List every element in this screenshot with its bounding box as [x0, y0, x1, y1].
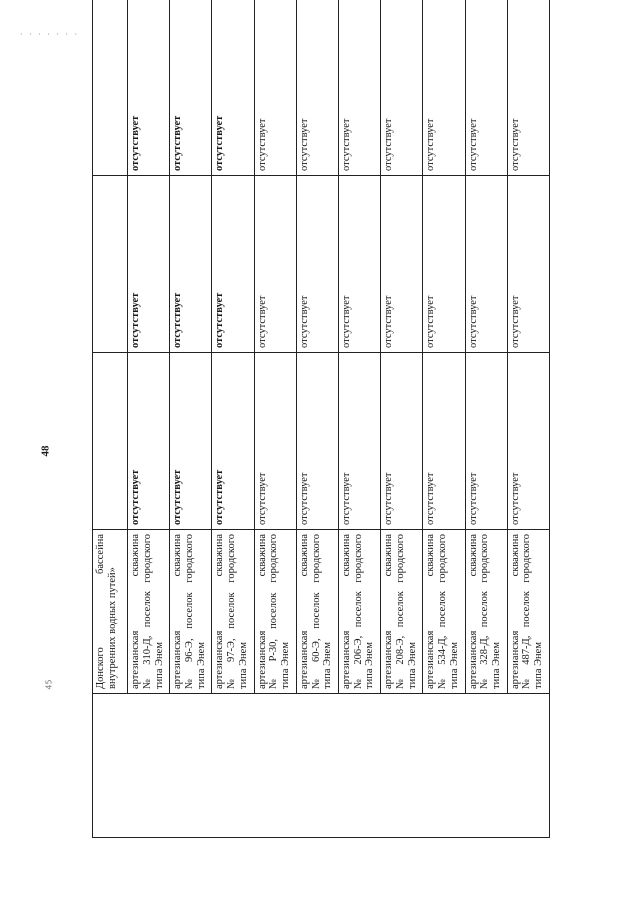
header-val3-cell — [93, 0, 128, 176]
scan-mark-top: · · · · · · · — [20, 30, 80, 39]
scan-mark-left: 45 — [44, 679, 54, 690]
well-name-line1: артезианская скважина — [256, 534, 268, 689]
wells-table — [92, 0, 550, 838]
well-name-line2: № 487-Д, поселок городского — [521, 534, 533, 689]
well-name-cell — [465, 530, 507, 694]
well-name-line1: артезианская скважина — [172, 534, 184, 689]
status-cell-v2: отсутствует — [254, 176, 296, 353]
status-cell-v3: отсутствует — [423, 0, 465, 176]
well-name-line1: артезианская скважина — [298, 534, 310, 689]
status-cell-v3: отсутствует — [338, 0, 380, 176]
well-name-cell — [507, 530, 549, 694]
status-cell-v3: отсутствует — [212, 0, 254, 176]
empty-left-column — [93, 694, 550, 838]
status-cell-v1: отсутствует — [296, 353, 338, 530]
well-name-cell — [338, 530, 380, 694]
well-name-line1: артезианская скважина — [509, 534, 521, 689]
well-name-line2: № 206-Э, поселок городского — [352, 534, 364, 689]
status-cell-v1: отсутствует — [338, 353, 380, 530]
well-name-line3: типа Энем — [406, 642, 418, 689]
status-cell-v1: отсутствует — [170, 353, 212, 530]
status-cell-v3: отсутствует — [128, 0, 170, 176]
status-cell-v3: отсутствует — [465, 0, 507, 176]
well-name-line3: типа Энем — [195, 642, 207, 689]
well-name-line3: типа Энем — [237, 642, 249, 689]
page-number: 48 — [39, 445, 52, 457]
well-name-line1: артезианская скважина — [425, 534, 437, 689]
well-name-cell — [381, 530, 423, 694]
well-name-line1: артезианская скважина — [383, 534, 395, 689]
status-cell-v2: отсутствует — [465, 176, 507, 353]
well-name-line1: артезианская скважина — [214, 534, 226, 689]
well-name-line2: № 534-Д, поселок городского — [437, 534, 449, 689]
status-cell-v2: отсутствует — [296, 176, 338, 353]
well-name-line3: типа Энем — [280, 642, 292, 689]
status-cell-v1: отсутствует — [212, 353, 254, 530]
status-cell-v3: отсутствует — [381, 0, 423, 176]
well-name-line3: типа Энем — [448, 642, 460, 689]
status-cell-v2: отсутствует — [507, 176, 549, 353]
status-cell-v3: отсутствует — [254, 0, 296, 176]
well-name-line3: типа Энем — [533, 642, 545, 689]
well-name-line2: № Р-30, поселок городского — [268, 534, 280, 689]
status-cell-v3: отсутствует — [296, 0, 338, 176]
well-name-line2: № 328-Д, поселок городского — [479, 534, 491, 689]
well-name-line1: артезианская скважина — [130, 534, 141, 689]
header-name-cell — [93, 530, 128, 694]
well-name-line2: № 96-Э, поселок городского — [183, 534, 195, 689]
status-cell-v1: отсутствует — [381, 353, 423, 530]
well-name-line3: типа Энем — [491, 642, 502, 689]
well-name-line1: артезианская скважина — [340, 534, 352, 689]
well-name-line3: типа Энем — [364, 642, 376, 689]
status-cell-v1: отсутствует — [465, 353, 507, 530]
status-cell-v2: отсутствует — [170, 176, 212, 353]
well-name-line2: № 208-Э, поселок городского — [394, 534, 406, 689]
header-val2-cell — [93, 176, 128, 353]
table-container — [92, 43, 550, 838]
well-name-cell — [170, 530, 212, 694]
status-cell-v1: отсутствует — [254, 353, 296, 530]
status-cell-v2: отсутствует — [338, 176, 380, 353]
well-name-cell — [423, 530, 465, 694]
well-name-line1: артезианская скважина — [467, 534, 479, 689]
status-cell-v2: отсутствует — [423, 176, 465, 353]
status-cell-v3: отсутствует — [170, 0, 212, 176]
status-cell-v3: отсутствует — [507, 0, 549, 176]
well-name-cell — [128, 530, 170, 694]
status-cell-v1: отсутствует — [423, 353, 465, 530]
table-header-row — [93, 0, 128, 838]
status-cell-v2: отсутствует — [212, 176, 254, 353]
status-cell-v2: отсутствует — [128, 176, 170, 353]
well-name-line3: типа Энем — [153, 642, 165, 689]
header-line2: внутренних водных путей» — [106, 567, 118, 689]
status-cell-v1: отсутствует — [507, 353, 549, 530]
header-val1-cell — [93, 353, 128, 530]
header-line1: Донского бассейна — [95, 534, 106, 689]
well-name-line2: № 97-Э, поселок городского — [226, 534, 238, 689]
well-name-cell — [296, 530, 338, 694]
status-cell-v1: отсутствует — [128, 353, 170, 530]
well-name-cell — [212, 530, 254, 694]
well-name-line2: № 310-Д, поселок городского — [141, 534, 153, 689]
well-name-cell — [254, 530, 296, 694]
well-name-line2: № 60-Э, поселок городского — [310, 534, 322, 689]
status-cell-v2: отсутствует — [381, 176, 423, 353]
well-name-line3: типа Энем — [322, 642, 334, 689]
